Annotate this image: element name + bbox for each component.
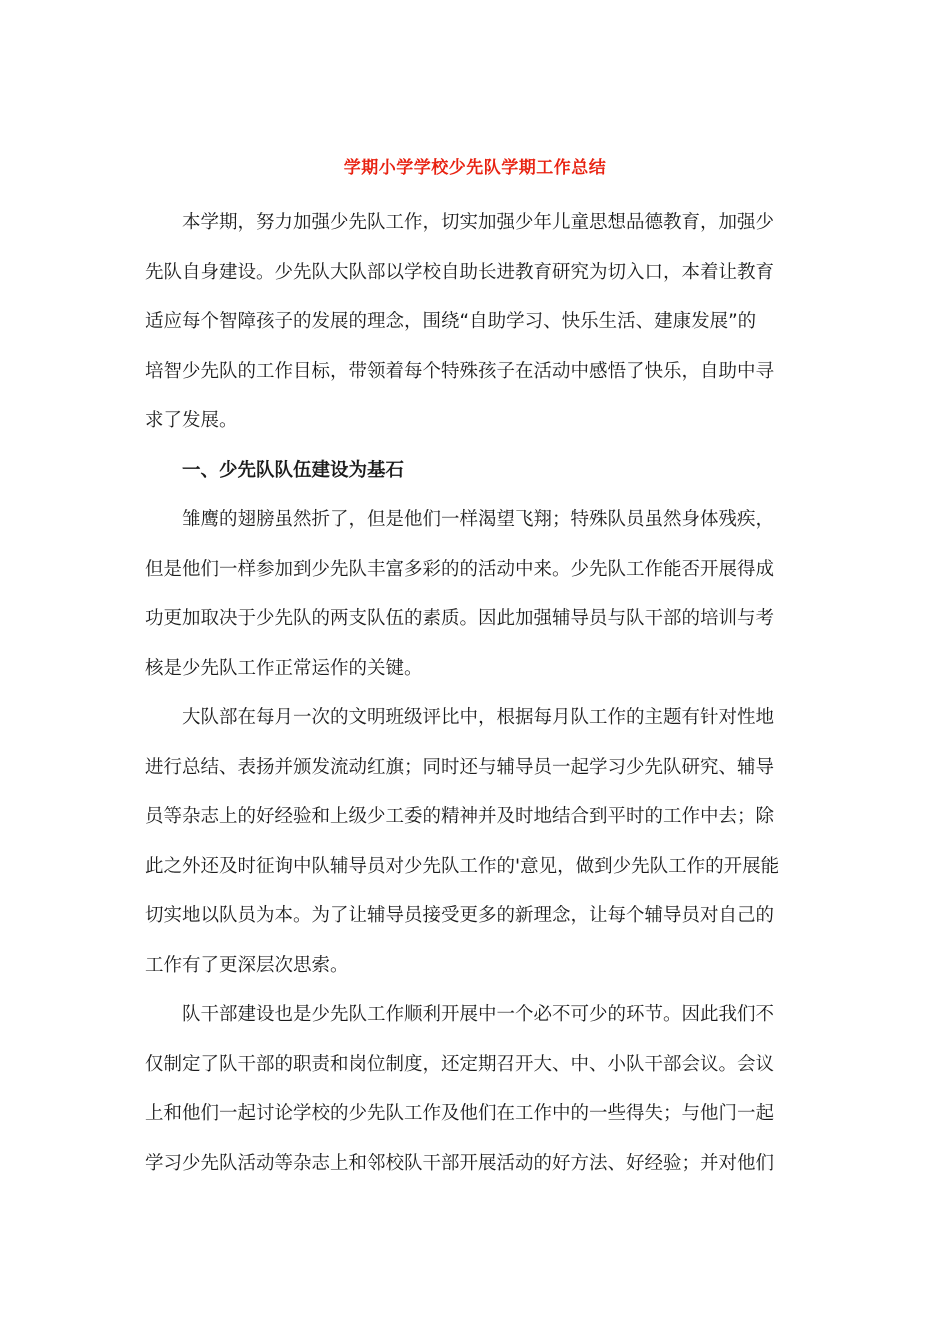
text-line: 先队自身建设。少先队大队部以学校自助长进教育研究为切入口，本着让教育 (145, 261, 775, 283)
text-line: 功更加取决于少先队的两支队伍的素质。因此加强辅导员与队干部的培训与考 (145, 608, 775, 629)
text-line: 本学期，努力加强少先队工作，切实加强少年儿童思想品德教育，加强少 (182, 212, 775, 233)
text-line: 适应每个智障孩子的发展的理念，围绕“自助学习、快乐生活、建康发展”的 (145, 311, 757, 332)
text-line: 员等杂志上的好经验和上级少工委的精神并及时地结合到平时的工作中去；除 (145, 806, 775, 827)
section-heading: 一、少先队队伍建设为基石 (182, 459, 405, 481)
paragraph-2 (145, 693, 805, 990)
text-line: 雏鹰的翅膀虽然折了，但是他们一样渴望飞翔；特殊队员虽然身体残疾， (182, 509, 775, 530)
text-line: 求了发展。 (145, 410, 238, 431)
text-line: 工作有了更深层次思索。 (145, 954, 349, 976)
paragraph-1 (145, 495, 805, 693)
intro-paragraph (145, 198, 805, 446)
text-line: 但是他们一样参加到少先队丰富多彩的的活动中来。少先队工作能否开展得成 (145, 558, 775, 580)
document-title: 学期小学学校少先队学期工作总结 (343, 158, 607, 178)
text-line: 学习少先队活动等杂志上和邻校队干部开展活动的好方法、好经验；并对他们 (145, 1152, 775, 1174)
text-line: 此之外还及时征询中队辅导员对少先队工作的'意见，做到少先队工作的开展能 (145, 855, 780, 877)
text-line: 培智少先队的工作目标，带领着每个特殊孩子在活动中感悟了快乐，自助中寻 (145, 360, 775, 382)
text-line: 进行总结、表扬并颁发流动红旗；同时还与辅导员一起学习少先队研究、辅导 (145, 756, 775, 778)
document-page (145, 150, 805, 1188)
text-line: 核是少先队工作正常运作的关键。 (145, 657, 423, 679)
paragraph-3 (145, 990, 805, 1188)
text-line: 上和他们一起讨论学校的少先队工作及他们在工作中的一些得失；与他门一起 (145, 1103, 775, 1124)
text-line: 大队部在每月一次的文明班级评比中，根据每月队工作的主题有针对性地 (182, 707, 775, 728)
text-line: 切实地以队员为本。为了让辅导员接受更多的新理念，让每个辅导员对自己的 (145, 905, 775, 926)
text-line: 队干部建设也是少先队工作顺利开展中一个必不可少的环节。因此我们不 (182, 1004, 775, 1025)
text-line: 仅制定了队干部的职责和岗位制度，还定期召开大、中、小队干部会议。会议 (145, 1053, 775, 1075)
